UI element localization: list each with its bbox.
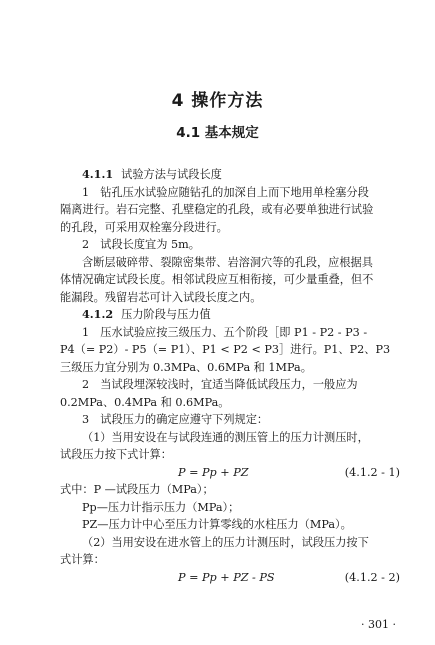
- paragraph-line: P4（= P2）- P5（= P1）、P1 < P2 < P3］进行。P1、P2、P3: [60, 343, 391, 356]
- paragraph-line: 试段压力按下式计算：: [60, 448, 172, 461]
- paragraph-line: （2）当用安设在进水管上的压力计测压时，试段压力按下: [82, 535, 369, 549]
- formula-4-1-2-2: [60, 569, 400, 587]
- paragraph-line: 2 当试段埋深较浅时，宜适当降低试段压力，一般应为: [82, 378, 358, 391]
- paragraph-line: （1）当用安设在与试段连通的测压管上的压力计测压时，: [82, 430, 369, 444]
- clause-heading-4-1-2: [60, 306, 400, 324]
- section-title: 4.1 基本规定: [176, 125, 259, 141]
- paragraph-line: 的孔段，可采用双栓塞分段进行。: [60, 220, 228, 234]
- paragraph-line: 2 试段长度宜为 5m。: [82, 238, 200, 251]
- body-text: [60, 166, 400, 586]
- paragraph-line: 1 钻孔压水试验应随钻孔的加深自上而下地用单栓塞分段: [82, 185, 369, 199]
- clause-number: 4.1.2: [82, 307, 114, 321]
- formula-number: (4.1.2 - 2): [344, 570, 400, 584]
- formula-number: (4.1.2 - 1): [344, 465, 400, 479]
- paragraph-line: 能漏段。残留岩芯可计入试段长度之内。: [60, 290, 262, 304]
- paragraph-line: 含断层破碎带、裂隙密集带、岩溶洞穴等的孔段，应根据具: [82, 255, 373, 269]
- paragraph-line: 0.2MPa、0.4MPa 和 0.6MPa。: [60, 395, 230, 409]
- paragraph-line: 隔离进行。岩石完整、孔壁稳定的孔段，或有必要单独进行试验: [60, 203, 374, 216]
- clause-heading-4-1-1: [60, 166, 400, 184]
- where-line: PZ—压力计中心至压力计算零线的水柱压力（MPa）。: [82, 518, 352, 531]
- paragraph-line: 式计算：: [60, 553, 105, 566]
- clause-title: 压力阶段与压力值: [121, 308, 211, 321]
- clause-number: 4.1.1: [82, 167, 114, 181]
- chapter-title: 4 操作方法: [171, 91, 264, 111]
- where-line: Pp—压力计指示压力（MPa）；: [82, 500, 240, 514]
- formula-4-1-2-1: [60, 464, 400, 482]
- paragraph-line: 三级压力宜分别为 0.3MPa、0.6MPa 和 1MPa。: [60, 360, 312, 374]
- formula-expression: P = Pp + PZ - PS: [178, 570, 275, 584]
- formula-expression: P = Pp + PZ: [178, 465, 249, 479]
- clause-title: 试验方法与试段长度: [121, 168, 222, 181]
- paragraph-line: 体情况确定试段长度。相邻试段应互相衔接，可少量重叠，但不: [60, 273, 374, 286]
- where-line: 式中：P —试段压力（MPa）；: [60, 483, 214, 496]
- page-number: · 301 ·: [361, 618, 396, 631]
- paragraph-line: 1 压水试验应按三级压力、五个阶段［即 P1 - P2 - P3 -: [82, 325, 368, 339]
- paragraph-line: 3 试段压力的确定应遵守下列规定：: [82, 413, 269, 426]
